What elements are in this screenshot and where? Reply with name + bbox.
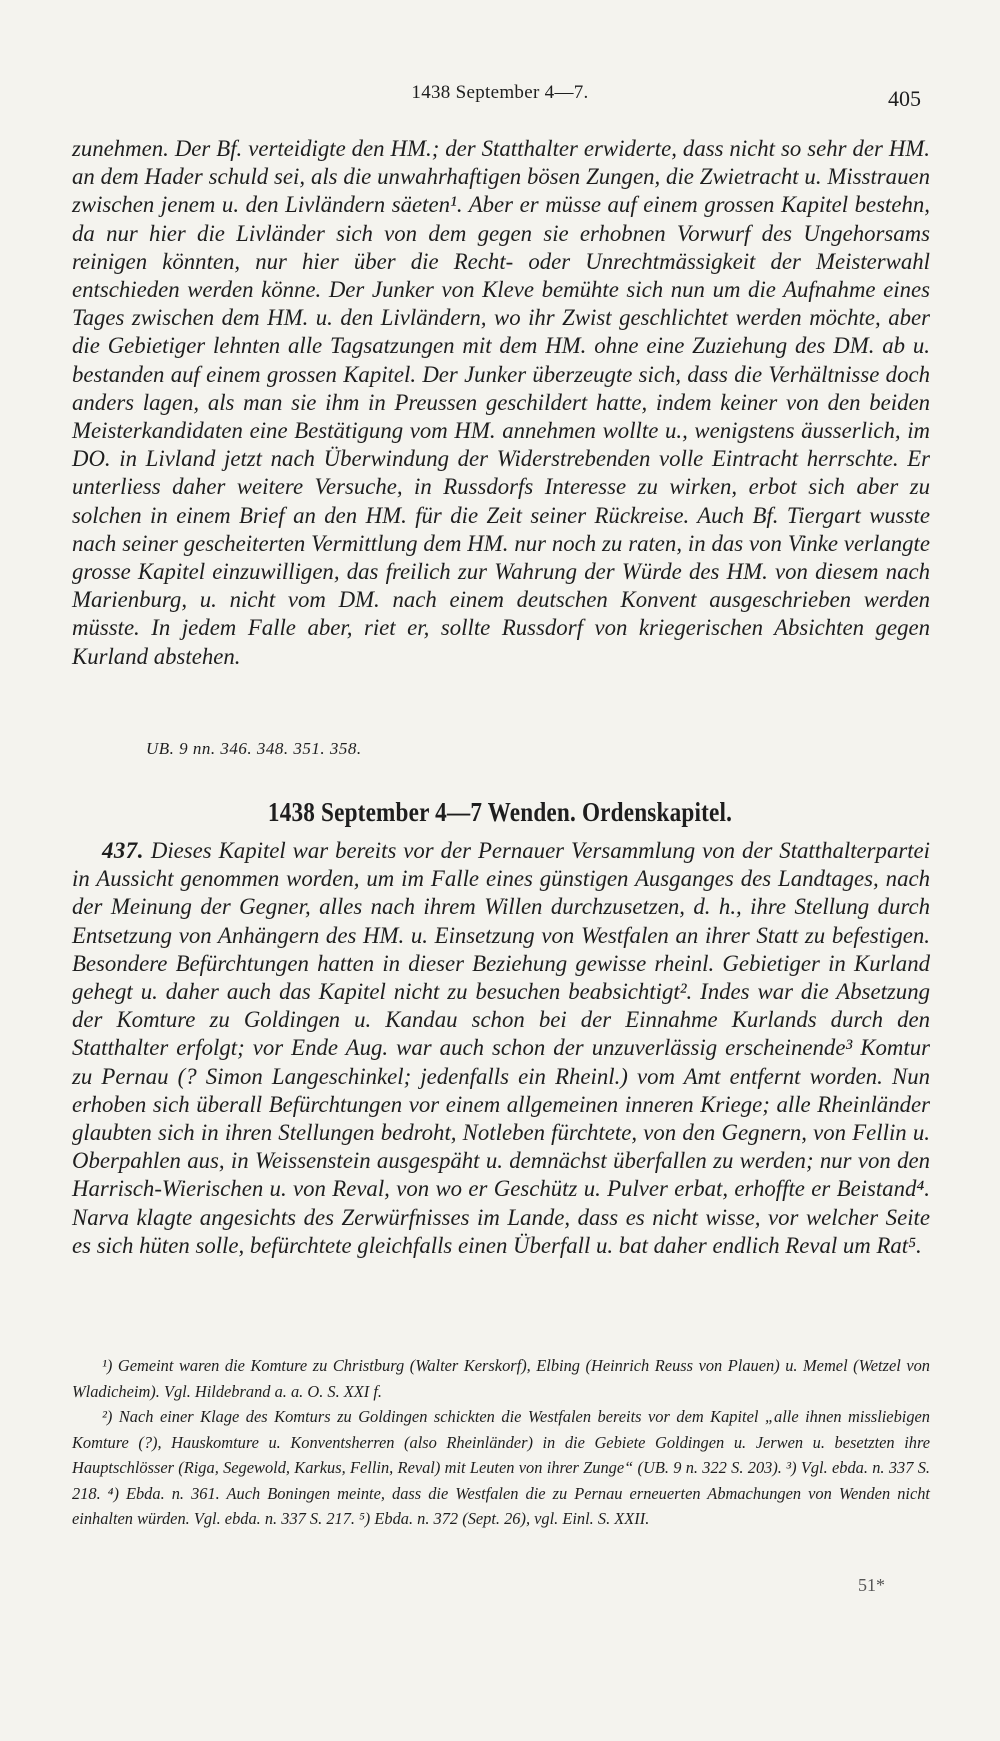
source-reference: UB. 9 nn. 346. 348. 351. 358. <box>146 739 362 758</box>
section-heading: 1438 September 4—7 Wenden. Ordenskapitel. <box>267 797 733 827</box>
paragraph-437 <box>72 837 930 1260</box>
paragraph-continuation: zunehmen. Der Bf. verteidigte den HM.; der Statthalter erwiderte, dass nicht so sehr der HM. an dem Hader schuld sei, als die unwahrhaftigen bösen Zungen, die Zwietracht u. Misstrauen zwischen jenem u. den Livländern säeten¹. Aber er müsse auf einem grossen Kapitel bestehn, da nur hier die Livländer sich von dem gegen sie erhobnen Vorwurf des Ungehorsams reinigen könnten, nur hier über die Recht- oder Unrechtmässigkeit der Meisterwahl entschieden werden könne. Der Junker von Kleve bemühte sich nun um die Aufnahme eines Tages zwischen dem HM. u. den Livländern, wo ihr Zwist geschlichtet werden möchte, aber die Gebietiger lehnten alle Tagsatzungen mit dem HM. ohne eine Zuziehung des DM. ab u. bestanden auf einem grossen Kapitel. Der Junker überzeugte sich, dass die Verhältnisse doch anders lagen, als man sie ihm in Preussen geschildert hatte, indem keiner von den beiden Meisterkandidaten eine Bestätigung vom HM. annehmen wollte u., wenigstens äusserlich, im DO. in Livland jetzt nach Überwindung der Widerstrebenden volle Eintracht herrschte. Er unterliess daher weitere Versuche, in Russdorfs Interesse zu wirken, erbot sich aber zu solchen in einem Brief an den HM. für die Zeit seiner Rückreise. Auch Bf. Tiergart wusste nach seiner gescheiterten Vermittlung dem HM. nur noch zu raten, in das von Vinke verlangte grosse Kapitel einzuwilligen, das freilich zur Wahrung der Würde des HM. von diesem nach Marienburg, u. nicht vom DM. nach einem deutschen Konvent ausgeschrieben werden müsste. In jedem Falle aber, riet er, sollte Russdorf von kriegerischen Absichten gegen Kurland abstehen. <box>72 136 930 669</box>
footnotes <box>72 1353 930 1532</box>
footnote-1: ¹) Gemeint waren die Komture zu Christburg (Walter Kerskorf), Elbing (Heinrich Reuss von Plauen) u. Memel (Wetzel von Wladicheim). Vgl. Hildebrand a. a. O. S. XXI f. <box>72 1356 930 1401</box>
running-head: 1438 September 4—7. <box>411 82 589 103</box>
paragraph-number: 437. <box>102 838 144 863</box>
footnotes-2-to-5: ²) Nach einer Klage des Komturs zu Goldingen schickten die Westfalen bereits vor dem Kapitel „alle ihnen missliebigen Komture (?), Hauskomture u. Konventsherren (also Rheinländer) in die Gebiete Goldingen u. Jerwen u. besetzten ihre Hauptschlösser (Riga, Segewold, Karkus, Fellin, Reval) mit Leuten von ihrer Zunge“ (UB. 9 n. 322 S. 203). ³) Vgl. ebda. n. 337 S. 218. ⁴) Ebda. n. 361. Auch Boningen meinte, dass die Westfalen die zu Pernau erneuerten Abmachungen von Wenden nicht einhalten würden. Vgl. ebda. n. 337 S. 217. ⁵) Ebda. n. 372 (Sept. 26), vgl. Einl. S. XXII. <box>72 1407 930 1528</box>
page-number: 405 <box>888 86 921 111</box>
paragraph-437-text: Dieses Kapitel war bereits vor der Pernauer Versammlung von der Statthalterpartei in Aussicht genommen worden, um im Falle eines günstigen Ausganges des Landtages, nach der Meinung der Gegner, alles nach ihrem Willen durchzusetzen, d. h., ihre Stellung durch Entsetzung von Anhängern des HM. u. Einsetzung von Westfalen an ihrer Statt zu befestigen. Besondere Befürchtungen hatten in dieser Beziehung gewisse rheinl. Gebietiger in Kurland gehegt u. daher auch das Kapitel nicht zu besuchen beabsichtigt². Indes war die Absetzung der Komture zu Goldingen u. Kandau schon bei der Einnahme Kurlands durch den Statthalter erfolgt; vor Ende Aug. war auch schon der unzuverlässig erscheinende³ Komtur zu Pernau (? Simon Langeschinkel; jedenfalls ein Rheinl.) vom Amt entfernt worden. Nun erhoben sich überall Befürchtungen vor einem allgemeinen inneren Kriege; alle Rheinländer glaubten sich in ihren Stellungen bedroht, Notleben fürchtete, von den Gegnern, von Fellin u. Oberpahlen aus, in Weissenstein ausgespäht u. demnächst überfallen zu werden; nur von den Harrisch-Wierischen u. von Reval, von wo er Geschütz u. Pulver erbat, erhoffte er Beistand⁴. Narva klagte angesichts des Zerwürfnisses im Lande, dass es nicht wisse, vor welcher Seite es sich hüten solle, befürchtete gleichfalls einen Überfall u. bat daher endlich Reval um Rat⁵. <box>72 838 930 1258</box>
signature-mark: 51* <box>858 1575 885 1595</box>
